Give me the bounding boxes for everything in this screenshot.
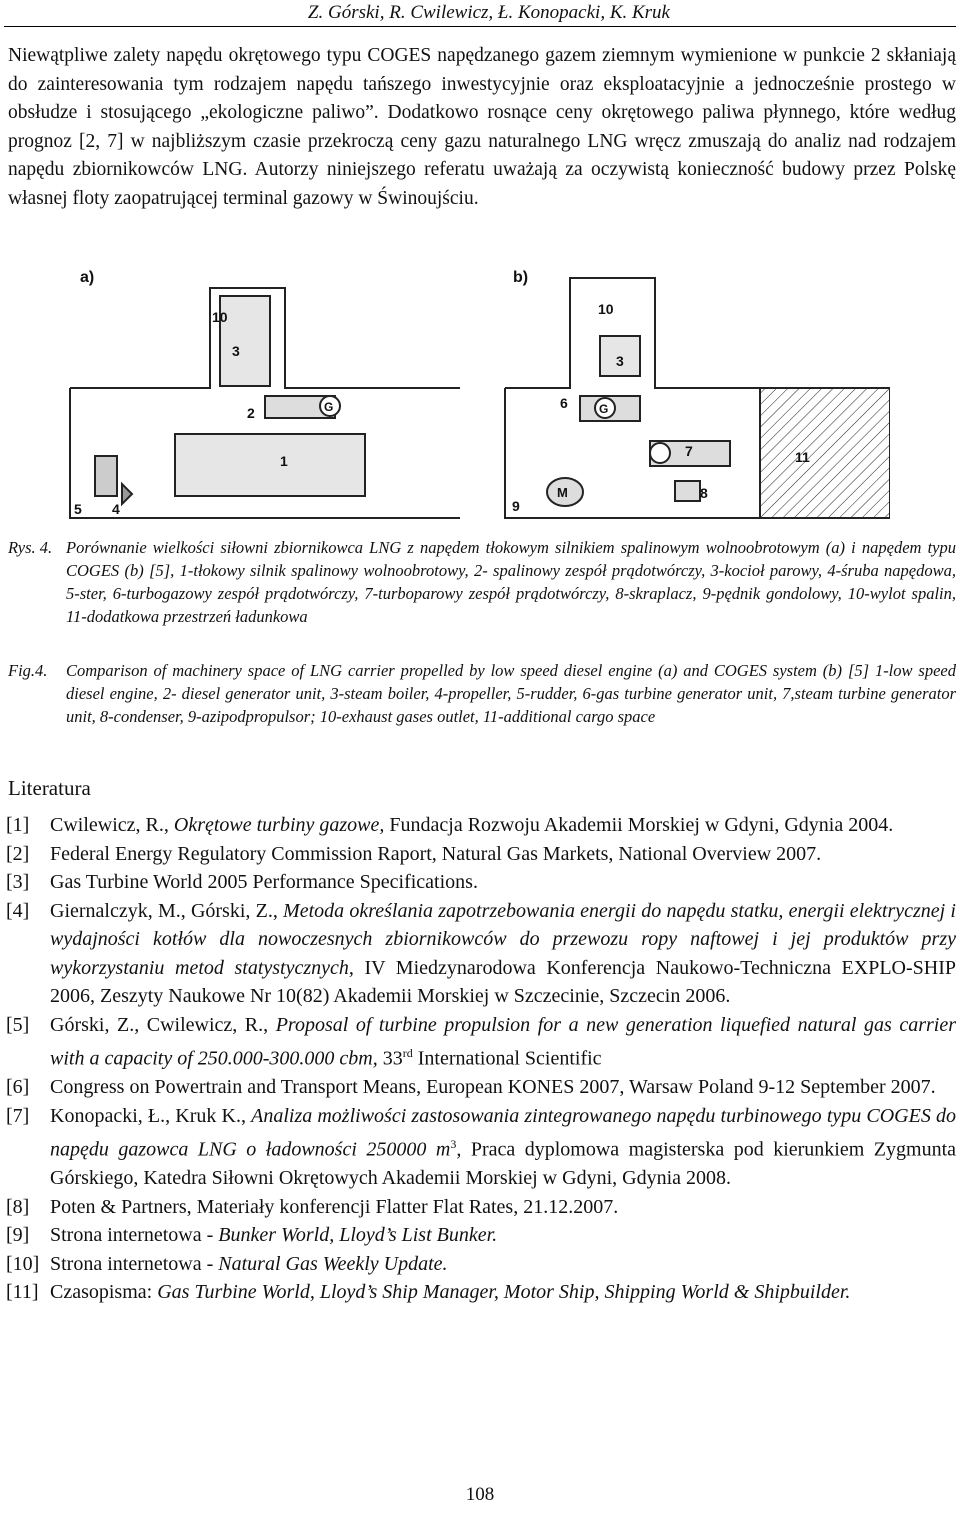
reference-item (6, 1011, 956, 1074)
panel-b-label: b) (513, 269, 529, 286)
reference-item (6, 1073, 956, 1102)
running-header: Z. Górski, R. Cwilewicz, Ł. Konopacki, K. Kruk (307, 2, 670, 23)
reference-authors: Giernalczyk, M., Górski, Z., (50, 899, 284, 922)
reference-title: Okrętowe turbiny gazowe, (173, 814, 385, 836)
reference-item (6, 1102, 956, 1193)
reference-text: Czasopisma: (50, 1281, 158, 1304)
page-number: 108 (465, 1484, 495, 1505)
label-m: M (557, 485, 568, 500)
reference-title: Natural Gas Weekly Update. (218, 1252, 448, 1275)
reference-authors: Konopacki, Ł., Kruk K., (50, 1104, 252, 1127)
reference-item (6, 1250, 956, 1279)
label-8: 8 (700, 485, 708, 501)
reference-details: Praca dyplomowa magisterska pod kierunkiem Zygmunta Górskiego, Katedra Siłowni Okrętowych Akademii Morskiej w Gdyni, Gdynia 2008. (50, 1138, 957, 1190)
reference-number: [4] (6, 899, 30, 922)
caption-en-label: Fig.4. (8, 661, 48, 680)
label-1: 1 (280, 453, 288, 469)
reference-number: [10] (6, 1252, 40, 1275)
reference-item (6, 1193, 956, 1222)
label-6: 6 (560, 395, 568, 411)
label-7: 7 (685, 443, 693, 459)
caption-pl-text: Porównanie wielkości siłowni zbiornikowca LNG z napędem tłokowym silnikiem spalinowym wolnoobrotowym (a) i napędem typu COGES (b) [5], 1-tłokowy silnik spalinowy wolnoobrotowy, 2- spalinowy zespół prądotwórczy, 3-kocioł parowy, 4-śruba napędowa, 5-ster, 6-turbogazowy zespół prądotwórczy, 7-turboparowy zespół prądotwórczy, 8-skraplacz, 9-pędnik gondolowy, 10-wylot spalin, 11-dodatkowa przestrzeń ładunkowa (66, 538, 956, 626)
reference-title: Gas Turbine World, Lloyd’s Ship Manager, Motor Ship, Shipping World & Shipbuilder. (157, 1281, 851, 1304)
reference-number: [11] (6, 1281, 39, 1304)
caption-pl (8, 536, 956, 628)
machinery-figure (60, 256, 890, 522)
caption-en (8, 659, 956, 728)
reference-authors: Cwilewicz, R., (50, 814, 174, 836)
literature-heading: Literatura (8, 776, 91, 800)
reference-text: Federal Energy Regulatory Commission Raport, Natural Gas Markets, National Overview 2007. (50, 842, 822, 865)
reference-title: Metoda określania zapotrzebowania energii do napędu statku, energii elektrycznej i wydajności kotłów dla nowoczesnych zbiornikowców do przewozu ropy naftowej i jej produktów przy wykorzystaniu metod statystycznych, (50, 899, 956, 979)
reference-text: Gas Turbine World 2005 Performance Specifications. (50, 871, 478, 893)
reference-title: Analiza możliwości zastosowania zintegrowanego napędu turbinowego typu COGES do napędu gazowca LNG o ładowności 250000 m (50, 1104, 956, 1161)
label-g-b: G (599, 402, 609, 416)
reference-details-end: International Scientific (412, 1047, 602, 1070)
header-rule (4, 26, 956, 27)
reference-details: Fundacja Rozwoju Akademii Morskiej w Gdyni, Gdynia 2004. (384, 814, 894, 836)
reference-item (6, 811, 956, 840)
label-5: 5 (74, 501, 82, 517)
reference-text: Strona internetowa - (50, 1252, 219, 1275)
reference-number: [9] (6, 1224, 30, 1247)
reference-details: IV Miedzynarodowa Konferencja Naukowo-Techniczna EXPLO-SHIP 2006, Zeszyty Naukowe Nr 10(82) Akademii Morskiej w Szczecinie, Szczecin 2006. (50, 956, 956, 1007)
reference-title: Proposal of turbine propulsion for a new generation liquefied natural gas carrier with a capacity of 250.000-300.000 cbm, (50, 1013, 956, 1070)
reference-item (6, 897, 956, 1011)
label-3b: 3 (616, 353, 624, 369)
label-3a: 3 (232, 343, 240, 359)
reference-item (6, 1221, 956, 1250)
reference-authors: Górski, Z., Cwilewicz, R., (50, 1013, 276, 1036)
reference-text: Congress on Powertrain and Transport Means, European KONES 2007, Warsaw Poland 9-12 September 2007. (50, 1076, 936, 1099)
label-10b: 10 (598, 301, 614, 317)
reference-number: [1] (6, 814, 30, 836)
label-9: 9 (512, 498, 520, 514)
reference-number: [3] (6, 871, 30, 893)
reference-superscript: 3 (450, 1137, 457, 1152)
label-g-a: G (324, 400, 334, 414)
reference-list (6, 811, 956, 1307)
label-11: 11 (795, 449, 810, 465)
reference-title-end: , (456, 1138, 462, 1161)
label-2: 2 (247, 405, 255, 421)
reference-number: [8] (6, 1195, 30, 1218)
reference-number: [5] (6, 1013, 30, 1036)
reference-title: Bunker World, Lloyd’s List Bunker. (218, 1224, 498, 1247)
body-paragraph: Niewątpliwe zalety napędu okrętowego typu COGES napędzanego gazem ziemnym wymienione w punkcie 2 skłaniają do zainteresowania tym rodzajem napędu tańszego inwestycyjnie oraz eksploatacyjnie a jednocześnie prostego w obsłudze i stosującego „ekologiczne paliwo”. Dodatkowo rosnące ceny okrętowego paliwa płynnego, które według prognoz [2, 7] w najbliższym czasie przekroczą ceny gazu naturalnego LNG wręcz zmuszają do analiz nad rodzajem napędu zbiornikowców LNG. Autorzy niniejszego referatu uważają za oczywistą konieczność budowy przez Polskę własnej floty zaopatrującej terminal gazowy w Świnoujściu. (8, 45, 956, 209)
panel-a-label: a) (80, 269, 95, 286)
reference-item (6, 840, 956, 869)
reference-text: Poten & Partners, Materiały konferencji Flatter Flat Rates, 21.12.2007. (50, 1195, 619, 1218)
reference-item (6, 1278, 956, 1307)
reference-number: [2] (6, 842, 30, 865)
label-4: 4 (112, 501, 120, 517)
reference-text: Strona internetowa - (50, 1224, 219, 1247)
panel-a-diagram (70, 288, 460, 518)
caption-en-text: Comparison of machinery space of LNG carrier propelled by low speed diesel engine (a) and COGES system (b) [5] 1-low speed diesel engine, 2- diesel generator unit, 3-steam boiler, 4-propeller, 5-rudder, 6-gas turbine generator unit, 7,steam turbine generator unit, 8-condenser, 9-azipodpropulsor; 10-exhaust gases outlet, 11-additional cargo space (66, 661, 956, 726)
reference-superscript: rd (402, 1046, 413, 1060)
reference-item (6, 868, 956, 897)
caption-pl-label: Rys. 4. (8, 538, 53, 557)
reference-details: 33 (377, 1047, 403, 1070)
reference-number: [7] (6, 1104, 30, 1127)
reference-number: [6] (6, 1076, 30, 1099)
label-10a: 10 (212, 309, 228, 325)
